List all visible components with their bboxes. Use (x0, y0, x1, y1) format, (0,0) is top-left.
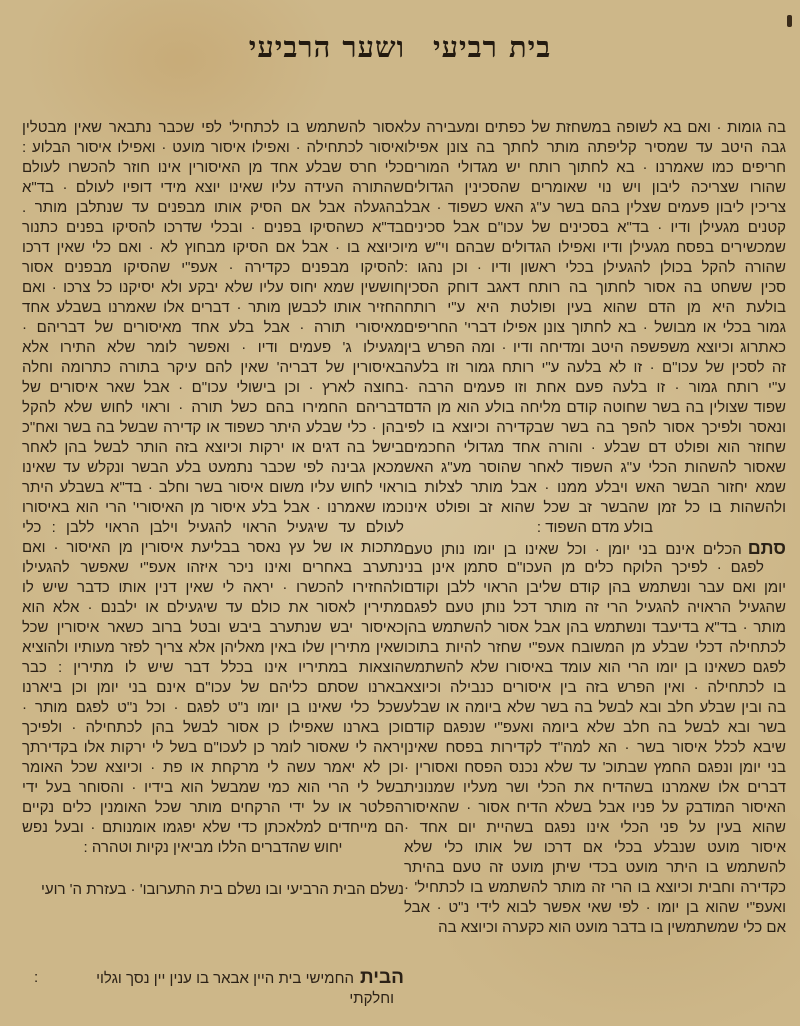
text-line: שהתורה העידה עליו שאינו יוצא מידי דופיו לעולם · בד"א (22, 179, 404, 196)
text-line: קטנים מגעילן ודיו · בד"א בסכינים של עכו"ם אבל סכינים (404, 219, 786, 236)
text-line: בו לכתחילה · ואין הפרש בזה בין איסורים כנבילה וכיוצא (404, 679, 786, 696)
text-line: שמכשירים בפסח מגעילן ודיו ואפילו הגדולים שבהם וי"ש מי (404, 239, 786, 256)
text-line: להסיקו מבפנים כקדירה · אעפ"י שהסיקו מבפנים אסור (22, 259, 404, 276)
text-line: הפלטר או על ידי הרקחים מותר שכל האומנין כלים נקיים (22, 799, 404, 816)
section-lead-word: סתם (747, 538, 786, 558)
text-line: החזיר אותו לכבשן מותר · דברים אלו שאמרנו בשבלע אחד (22, 299, 404, 316)
footer-text: החמישי בית היין אבאר בו ענין יין נסך וגלוי (96, 970, 354, 987)
text-line: ולהשהות בו כל זמן שהבשר זב שכל שהוא זב ופולט אינו (404, 499, 786, 516)
text-line: בני יומן ונפגם החמץ שבתוכ' עד שלא נכנס הפסח ואסורין · (404, 759, 786, 776)
text-line: אם כלי שמשתמשין בו בדבר מועט הוא כקערה וכיוצא בה (438, 919, 786, 936)
text-line: כאתרוג וכיוצא משפשפה היטב ומדיחה ודיו · ומה הפרש בין (404, 339, 786, 356)
text-line: ולהחזירו להכשרו · יראה לי שאין דנין אותו כדבר שיש לו (22, 579, 404, 596)
text-line: לפגם · לפיכך הלוקח כלים מן העכו"ם סתמן אינן בני (404, 559, 764, 576)
footer-continuation: וחלקתי (349, 990, 394, 1007)
text-line: להשתמש בו היתר מועט בכדי שיתן מועט זה טעם בהיתר (404, 859, 786, 876)
text-line: שיבא לכלל איסור בשר · הא למה"ד לקדירות בפסח שאינן (404, 739, 786, 756)
text-line: גמור בכלי או מבושל · בא לחתוך צונן אפילו דברי' החריפים (404, 319, 786, 336)
text-line: באיסורין של דבריה' שאין להם עיקר בתורה כתרומה וחלה (22, 359, 404, 376)
text-line: לכתחילה דכלי שבלע מן המשובח אעפ"י שחזר להיות בתוכו (404, 639, 786, 656)
text-line: מותר · בד"א בדיעבד ונשתמש בהן אבל אסור להשתמש בהן (404, 619, 786, 636)
title-house: בית רביעי (433, 30, 552, 64)
text-line: וכיוצא בו · אבל אם הסיקו מבחוץ לא · ואם כלי שאין דרכו (22, 239, 404, 256)
text-line: מתכות או של עץ נאסר בבליעת איסורין מן האיסור · ואם (22, 539, 404, 556)
text-line: בה ובין שבלע חלב ובא לבשל בה בשר שלא ביומה או שבלע (404, 699, 786, 716)
text-line: בארנו שסתם כליהם של עכו"ם אינם בני יומן וכן ביארנו (22, 679, 404, 696)
text-line: דברים אלו שאמרנו בשהדיח את הכלי ושר מעליו שמנונית (404, 779, 786, 796)
text-line: שמא יחזור הבשר האש ויבלע ממנו · אבל מותר לצלות בו (404, 479, 786, 496)
text-line: לפגם כשאינו בן יומו הרי הוא עומד באיסורו שלא להשתמש (404, 659, 786, 676)
text-line-body: הכלים אינם בני יומן · וכל שאינו בן יומו נותן טעם (404, 541, 742, 558)
left-column (22, 118, 404, 900)
text-line: שכל כלי שאינו בן יומו נ"ט לפגם · וכל נ"ט לפגם מותר · (22, 699, 404, 716)
text-line: סכין ששחט בה אסור לחתוך בה רותח דאגב דוחק הסכין (404, 279, 786, 296)
next-section-heading (22, 968, 404, 1009)
text-line: שחוזר הוא ופולט דם שבלע · והורה אחד מגדולי החכמים (404, 439, 786, 456)
text-line: כאיסור יבש שנתערב ביבש ובטל ברוב כשאר איסורין שכל (22, 619, 404, 636)
text-line: שאסור להשהות הכלי ע"ג השפוד לאחר שהוסר מע"ג האש (404, 459, 786, 476)
text-line: שהורו שצריכה ליבון ויש נוי שאומרים שהסכינין הגדולים (404, 179, 786, 196)
text-line: ראוי לחוש עליו משום איסור בשר וחלב · בד"א בשבלע היתר (22, 479, 404, 496)
footer-lead-word: הבית (360, 967, 404, 988)
text-line: ואעפ"י שהוא בן יומו · לפי שאי אפשר לבוא לידי נ"ט · אבל (404, 899, 786, 916)
text-line: שהגעיל הראויה להגעיל הרי זה מותר דכל נותן טעם לפגם (404, 599, 786, 616)
footer-colon: : (34, 969, 39, 986)
text-line: שהורה להקל בכולן להגעילן בכלי ראשון ודיו · וכן נהגו : (404, 259, 786, 276)
text-line: מגעילו ג' פעמים ודיו · ואפשר לומר שלא התירו אלא (22, 339, 404, 356)
closing-line: נשלם הבית הרביעי ובו נשלם בית התערובו' · בעזרת ה' רועי (40, 881, 404, 898)
text-line: מתירין לאסור את כולם עד שיגעילם או ילבנם · אלא הוא (22, 599, 404, 616)
text-line: בחוצה לארץ · וכן בישולי עכו"ם · אבל שאר איסורים של (22, 379, 404, 396)
text-line: דבריהם החמירו בהם כשל תורה · וראוי לחוש שלא להקל (22, 399, 404, 416)
text-line: וכן לא יאמר עשה לי מרקחת או פת · וכיוצא שכל האומר (22, 759, 404, 776)
text-line: כלי חרס שבלע אחד מן האיסורין אינו חוזר להכשרו לעולם (22, 159, 404, 176)
section-gap (22, 858, 404, 880)
page-title (0, 30, 800, 65)
text-line: איסור מועט שנבלע בכלי אם דרכו של אותו כלי שלא (404, 839, 786, 856)
text-line: לעולם עד שיגעיל הראוי להגעיל וילבן הראוי ללבן : כלי (22, 519, 404, 536)
text-line: בהגעלה אבל אם הסיק אותו מבפנים עד שנתלבן מותר . (22, 199, 404, 216)
text-line: זה לסכין של עכו"ם · זו לא בלעה ע"י רותח גמור וזו בלעה (404, 359, 786, 376)
text-line: שאין מתירין שלו באין מאליהן אלא צריך לפזר מעותיו ולהוציא (22, 639, 404, 656)
text-line: מאיסורי תורה · אבל בלע אחד מאיסורים של דבריהם · (22, 319, 404, 336)
text-line: בישל בה דגים או ירקות וכיוצא בזה הותר לבשל בהן לאחר (22, 439, 404, 456)
text-line: כמו שאמרנו · אבל בלע איסור מן האיסורי' הרי הוא באיסורו (22, 499, 404, 516)
text-line: צריכין ליבון פעמים שצלין בהם בשר ע"ג האש כשפוד · אבל (404, 199, 786, 216)
text-line: שפוד שצולין בה בשר שחוטה קודם מליחה בולע הוא מן הדם (404, 399, 786, 416)
text-line: בד"א כשהסיקו בפנים · ובכלי שדרכו להסיקו בפנים כתנור (22, 219, 404, 236)
text-line: יראה לי שאסור לומר כן לעכו"ם בשל לי ירקות אלו בקדירתך (22, 739, 404, 756)
text-line: יחוש שהדברים הללו מביאין נקיות וטהרה : (83, 839, 343, 856)
text-line: ונאסר ולפיכך אסור להפך בה בשר שבקדירה וכיוצא בו לפי (404, 419, 786, 436)
text-line: הם מייחדים למלאכתן כדי שלא יפגמו אומנותם · ובעל נפש (22, 819, 404, 836)
text-line: בשל לי הרי הוא כמי שמבשל הוא בידיו · והסוחר בעל ידי (22, 779, 404, 796)
text-line: בולע מדם השפוד : (536, 519, 654, 536)
text-line: בהן · כלי שבלע היתר כשפוד או קדירה שבשל בה בשר ואח"כ (22, 419, 404, 436)
text-line: יומן ואם עבר ונשתמש בהן קודם שליבן הראוי ללבן וקודם (404, 579, 786, 596)
text-line: חריפים כמו שאמרנו · בא לחתוך רותח יש מגדולי המורים (404, 159, 786, 176)
text-line: האיסור המודבק על פניו אבל בשלא הדיח אסור · שהאיסור (404, 799, 786, 816)
text-line (404, 538, 786, 558)
text-line: וכן בארנו שאפילו כן אסור לבשל בהן לכתחילה · ולפיכך (22, 719, 404, 736)
text-line: ע"י רותח גמור · זו בלעה פעם אחת וזו פעמים הרבה · (404, 379, 786, 396)
text-line: גבה היטב עד שמסיר קליפתה מותר לחתך בה צונן אפילו (404, 139, 786, 156)
title-gate: ושער הרביעי (248, 30, 406, 64)
text-line: כקדירה וחבית וכיוצא בו הרי זה מותר להשתמש בו לכתחיל' · (404, 879, 786, 896)
text-line: איסור לכתחילה · ואפילו איסור מועט · ואפילו איסור הבלוע : (22, 139, 404, 156)
text-line: הוצאות במתיריו אינו בכלל דבר שיש לו מתירין : כבר (22, 659, 404, 676)
text-line: בה גומות · ואם בא לשופה במשחזת של כפתים ומעבירה על (404, 119, 786, 136)
text-line: אסור להשתמש בו לכתחיל' לפי שכבר נתבאר שאין מבטלין (22, 119, 404, 136)
text-line: נתערב באחרים ואינו ניכר איזהו אעפ"י שאפשר להגעילו (22, 559, 404, 576)
text-line: בולעת היא מן הדם שהוא בעין ופולטת היא ע"י רותח (404, 299, 786, 316)
page-edge-mark (787, 15, 792, 27)
text-line: שהוא בעין על פני הכלי אינו נפגם בשהיית יום אחד · (404, 819, 786, 836)
text-line: בשר ובא לבשל בה חלב שלא ביומה ואעפ"י שנפגם קודם (404, 719, 786, 736)
text-line: חוששין שמא יחוס עליו שלא יבקע ולא יסיקנו כל צרכו · ואם (22, 279, 404, 296)
right-column (404, 118, 786, 938)
text-line: מכאן גבינה לפי שכבר נתמעט בלע הבשר ונקלש עד שאינו (22, 459, 404, 476)
